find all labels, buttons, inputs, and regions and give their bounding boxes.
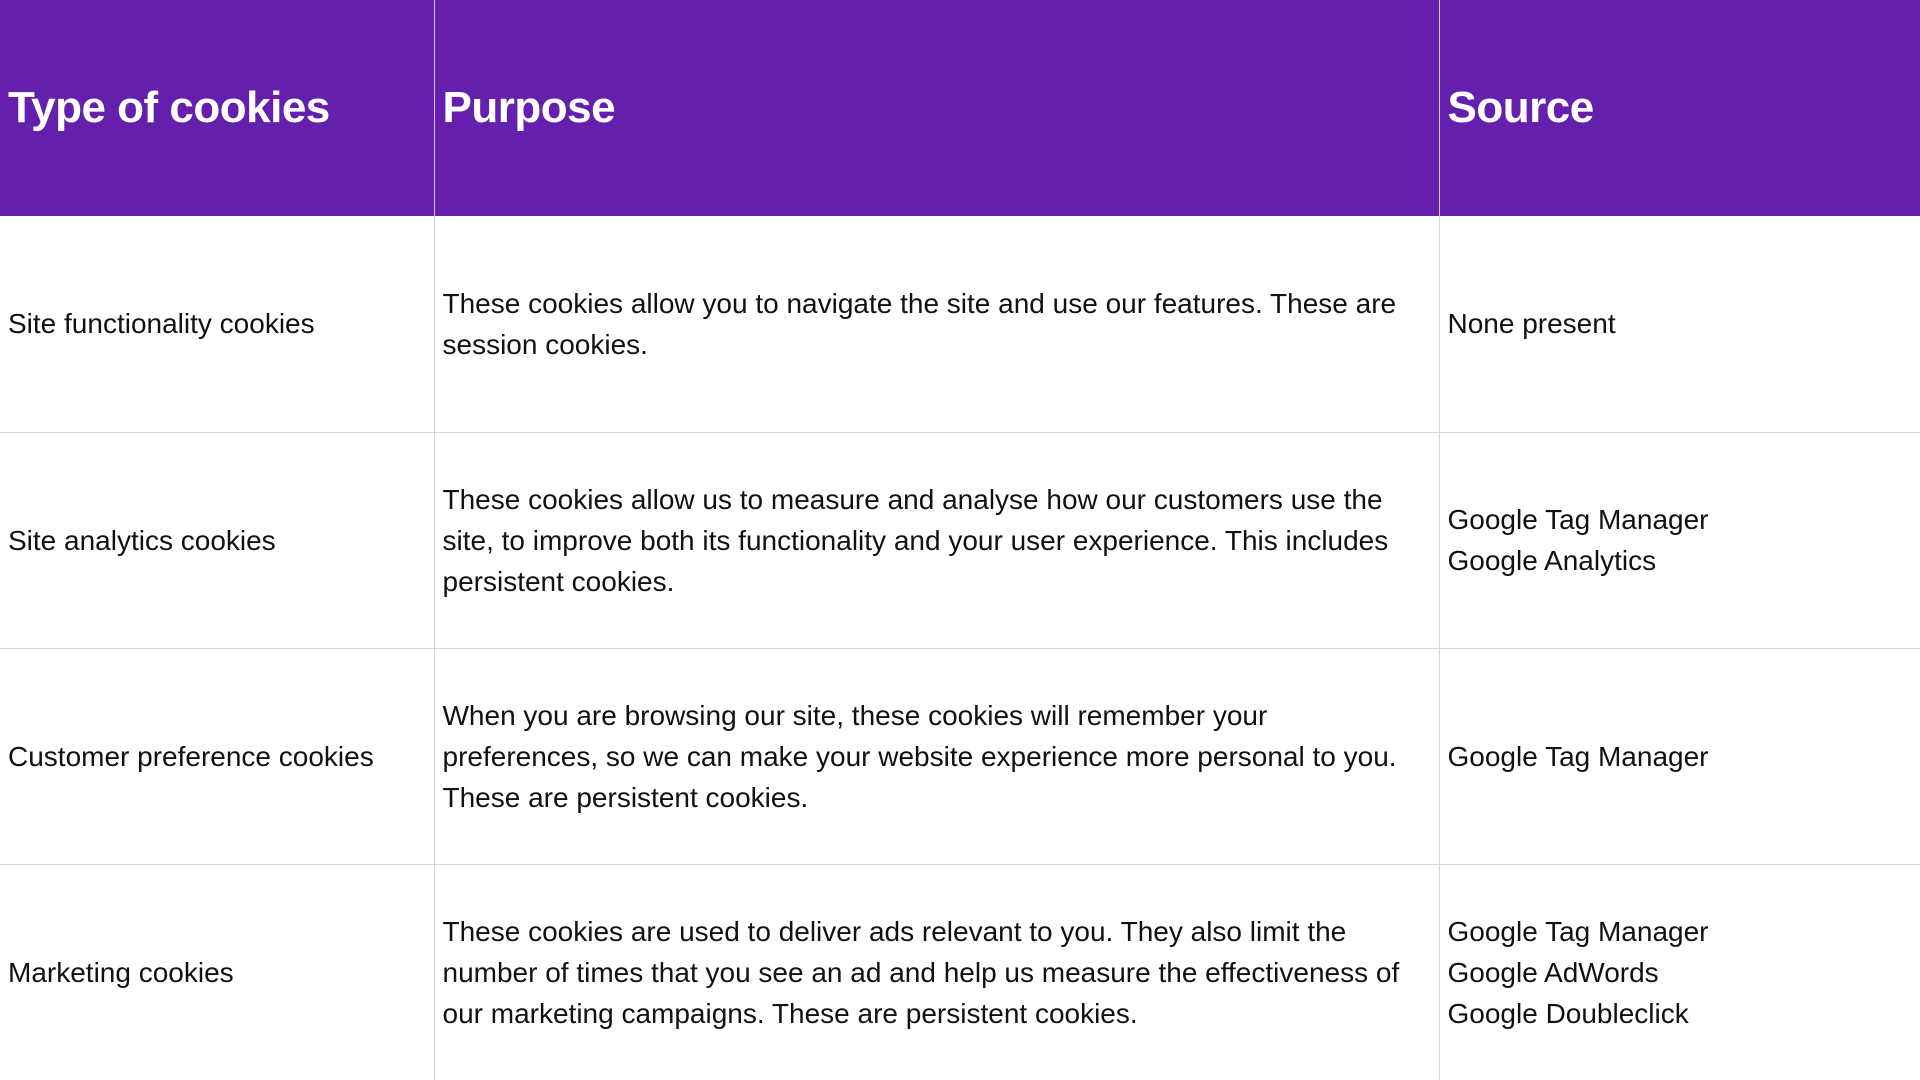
cookie-type-cell: Customer preference cookies [0,648,434,864]
header-purpose: Purpose [434,0,1439,216]
cookie-source-cell [1439,864,1920,1080]
cookie-type-cell: Site analytics cookies [0,432,434,648]
source-item: Google Tag Manager [1447,740,1709,772]
cookie-purpose-cell: These cookies allow us to measure and analyse how our customers use the site, to improve both its functionality and your user experience. This includes persistent cookies. [434,432,1439,648]
header-type-of-cookies: Type of cookies [0,0,434,216]
header-row [0,0,1920,216]
cookie-purpose-cell: When you are browsing our site, these cookies will remember your preferences, so we can make your website experience more personal to you. These are persistent cookies. [434,648,1439,864]
table-header [0,0,1920,216]
table-row [0,432,1920,648]
table-row [0,648,1920,864]
table-body [0,216,1920,1080]
header-source: Source [1439,0,1920,216]
source-item: Google Tag Manager [1447,915,1709,947]
table-row [0,864,1920,1080]
source-item: Google Analytics [1447,545,1657,576]
cookie-type-cell: Marketing cookies [0,864,434,1080]
source-item: Google Doubleclick [1447,997,1689,1029]
cookie-purpose-cell: These cookies are used to deliver ads relevant to you. They also limit the number of times that you see an ad and help us measure the effectiveness of our marketing campaigns. These are persistent cookies. [434,864,1439,1080]
table-row [0,216,1920,432]
source-item: Google AdWords [1447,956,1659,988]
cookie-source-cell [1439,648,1920,864]
cookie-type-cell: Site functionality cookies [0,216,434,432]
cookie-source-cell [1439,432,1920,648]
source-item: None present [1447,308,1616,340]
cookie-purpose-cell: These cookies allow you to navigate the site and use our features. These are session cookies. [434,216,1439,432]
source-item: Google Tag Manager [1447,504,1709,535]
cookie-source-cell [1439,216,1920,432]
